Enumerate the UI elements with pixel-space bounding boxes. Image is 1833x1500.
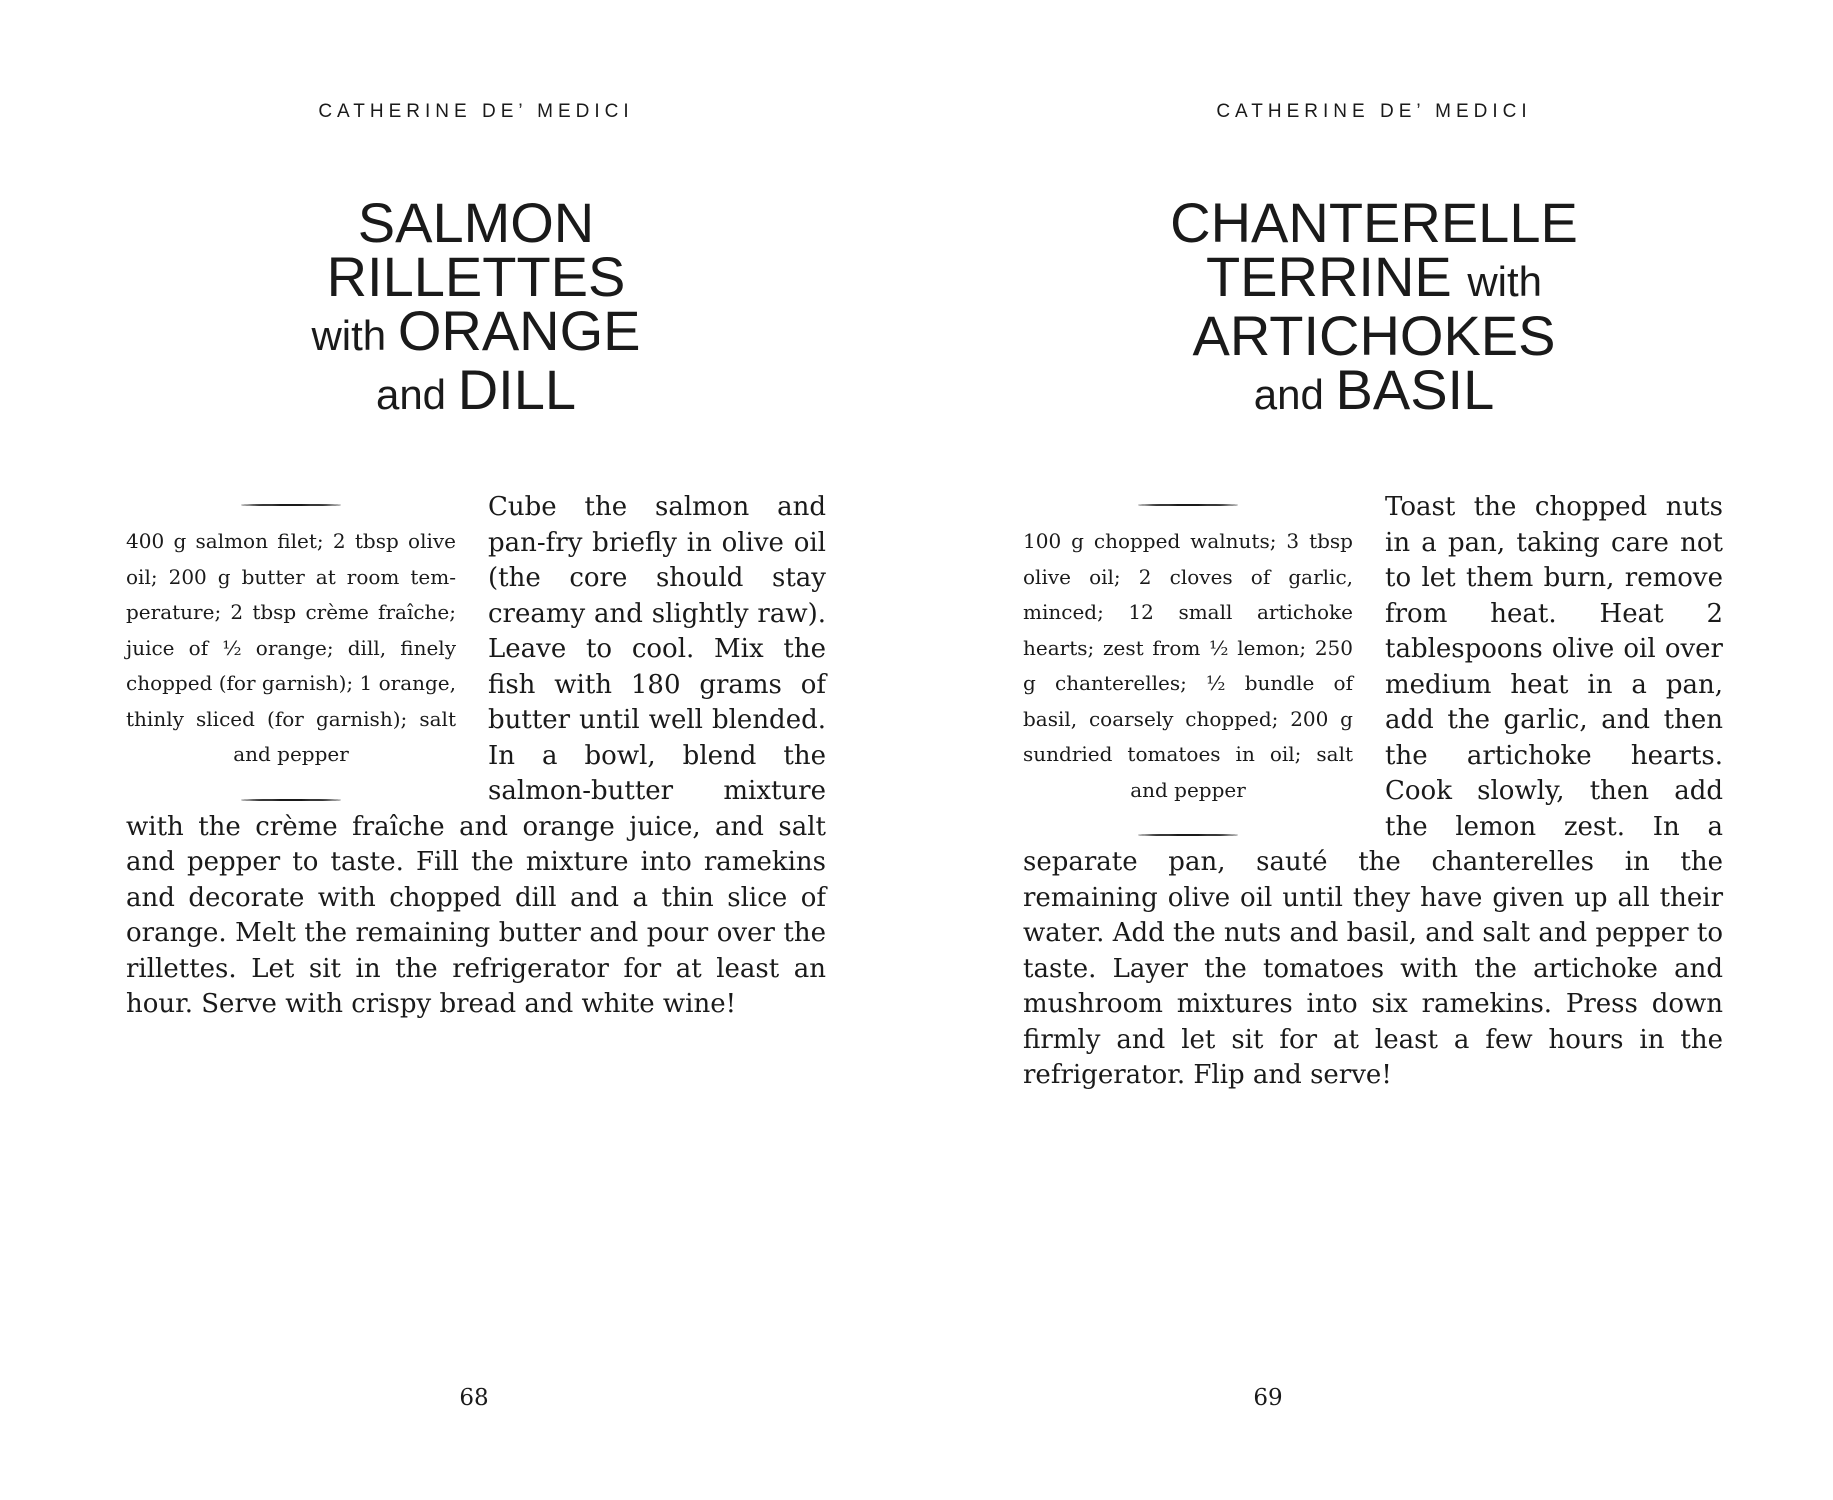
ingredients-list: 100 g chopped walnuts; 3 tbsp olive oil; 2 cloves of garlic, minced; 12 small artichoke hearts; zest from ½ lemon; 250 g chanterelles; ½ bundle of basil, coarsely chopped; 200 g sundried tomatoes in oil; salt and pepper [1023, 529, 1353, 802]
title-word: BASIL [1335, 358, 1495, 421]
title-line-4 [1024, 358, 1724, 422]
recipe-title [1024, 191, 1724, 422]
ingredients-list: 400 g salmon filet; 2 tbsp olive oil; 200 g butter at room temperature; 2 tbsp crème fraîche; juice of ½ orange; dill, finely chopped (for garnish); 1 orange, thinly sliced (for garnish); salt and pepper [126, 529, 456, 766]
ornamental-rule-top [241, 504, 341, 506]
title-line-3 [126, 299, 826, 363]
recipe-body [126, 490, 826, 1023]
title-connector: with [311, 312, 398, 359]
title-word: ORANGE [397, 299, 641, 362]
ornamental-rule-bottom [241, 799, 341, 801]
recipe-title [126, 191, 826, 422]
title-line-1: SALMON [357, 191, 595, 254]
method-text: Toast the chopped nuts in a pan, taking care not to let them burn, remove from heat. Heat 2 tablespoons olive oil over medium heat in a pan, add the garlic, and then the artichoke hearts. Cook slowly, then add the lemon zest. In a separate pan, sauté the chanterelles in the remaining olive oil until they have given up all their water. Add the nuts and basil, and salt and pepper to taste. Layer the tomatoes with the artichoke and mushroom mixtures into six ramekins. Press down firmly and let sit for at least a few hours in the refrigerator. Flip and serve! [1023, 492, 1723, 1090]
ornamental-rule-bottom [1138, 834, 1238, 836]
recipe-body [1023, 490, 1723, 1094]
page-number: 69 [1253, 1385, 1283, 1411]
ornamental-rule-top [1138, 504, 1238, 506]
right-page [900, 0, 1833, 1500]
running-head: CATHERINE DE’ MEDICI [1216, 101, 1532, 122]
title-line-1: CHANTERELLE [1170, 191, 1578, 254]
page-number: 68 [459, 1385, 489, 1411]
title-word: TERRINE [1205, 245, 1468, 308]
title-word: DILL [457, 358, 577, 421]
title-connector: and [1253, 371, 1336, 418]
title-line-4 [126, 358, 826, 422]
ingredients-box [1023, 504, 1353, 836]
title-line-2: RILLETTES [326, 245, 626, 308]
running-head: CATHERINE DE’ MEDICI [318, 101, 634, 122]
title-line-3: ARTICHOKES [1192, 304, 1556, 367]
title-line-2 [1024, 245, 1724, 309]
ingredients-box [126, 504, 456, 801]
title-connector: and [375, 371, 458, 418]
title-connector: with [1467, 258, 1543, 305]
method-text: Cube the salmon and pan-fry briefly in olive oil (the core should stay creamy and slightly raw). Leave to cool. Mix the fish with 180 grams of butter until well blended. In a bowl, blend the salmon-butter mixture with the crème fraîche and orange juice, and salt and pepper to taste. Fill the mixture into ramekins and decorate with chopped dill and a thin slice of orange. Melt the remaining butter and pour over the rillettes. Let sit in the refrigerator for at least an hour. Serve with crispy bread and white wine! [126, 492, 826, 1019]
